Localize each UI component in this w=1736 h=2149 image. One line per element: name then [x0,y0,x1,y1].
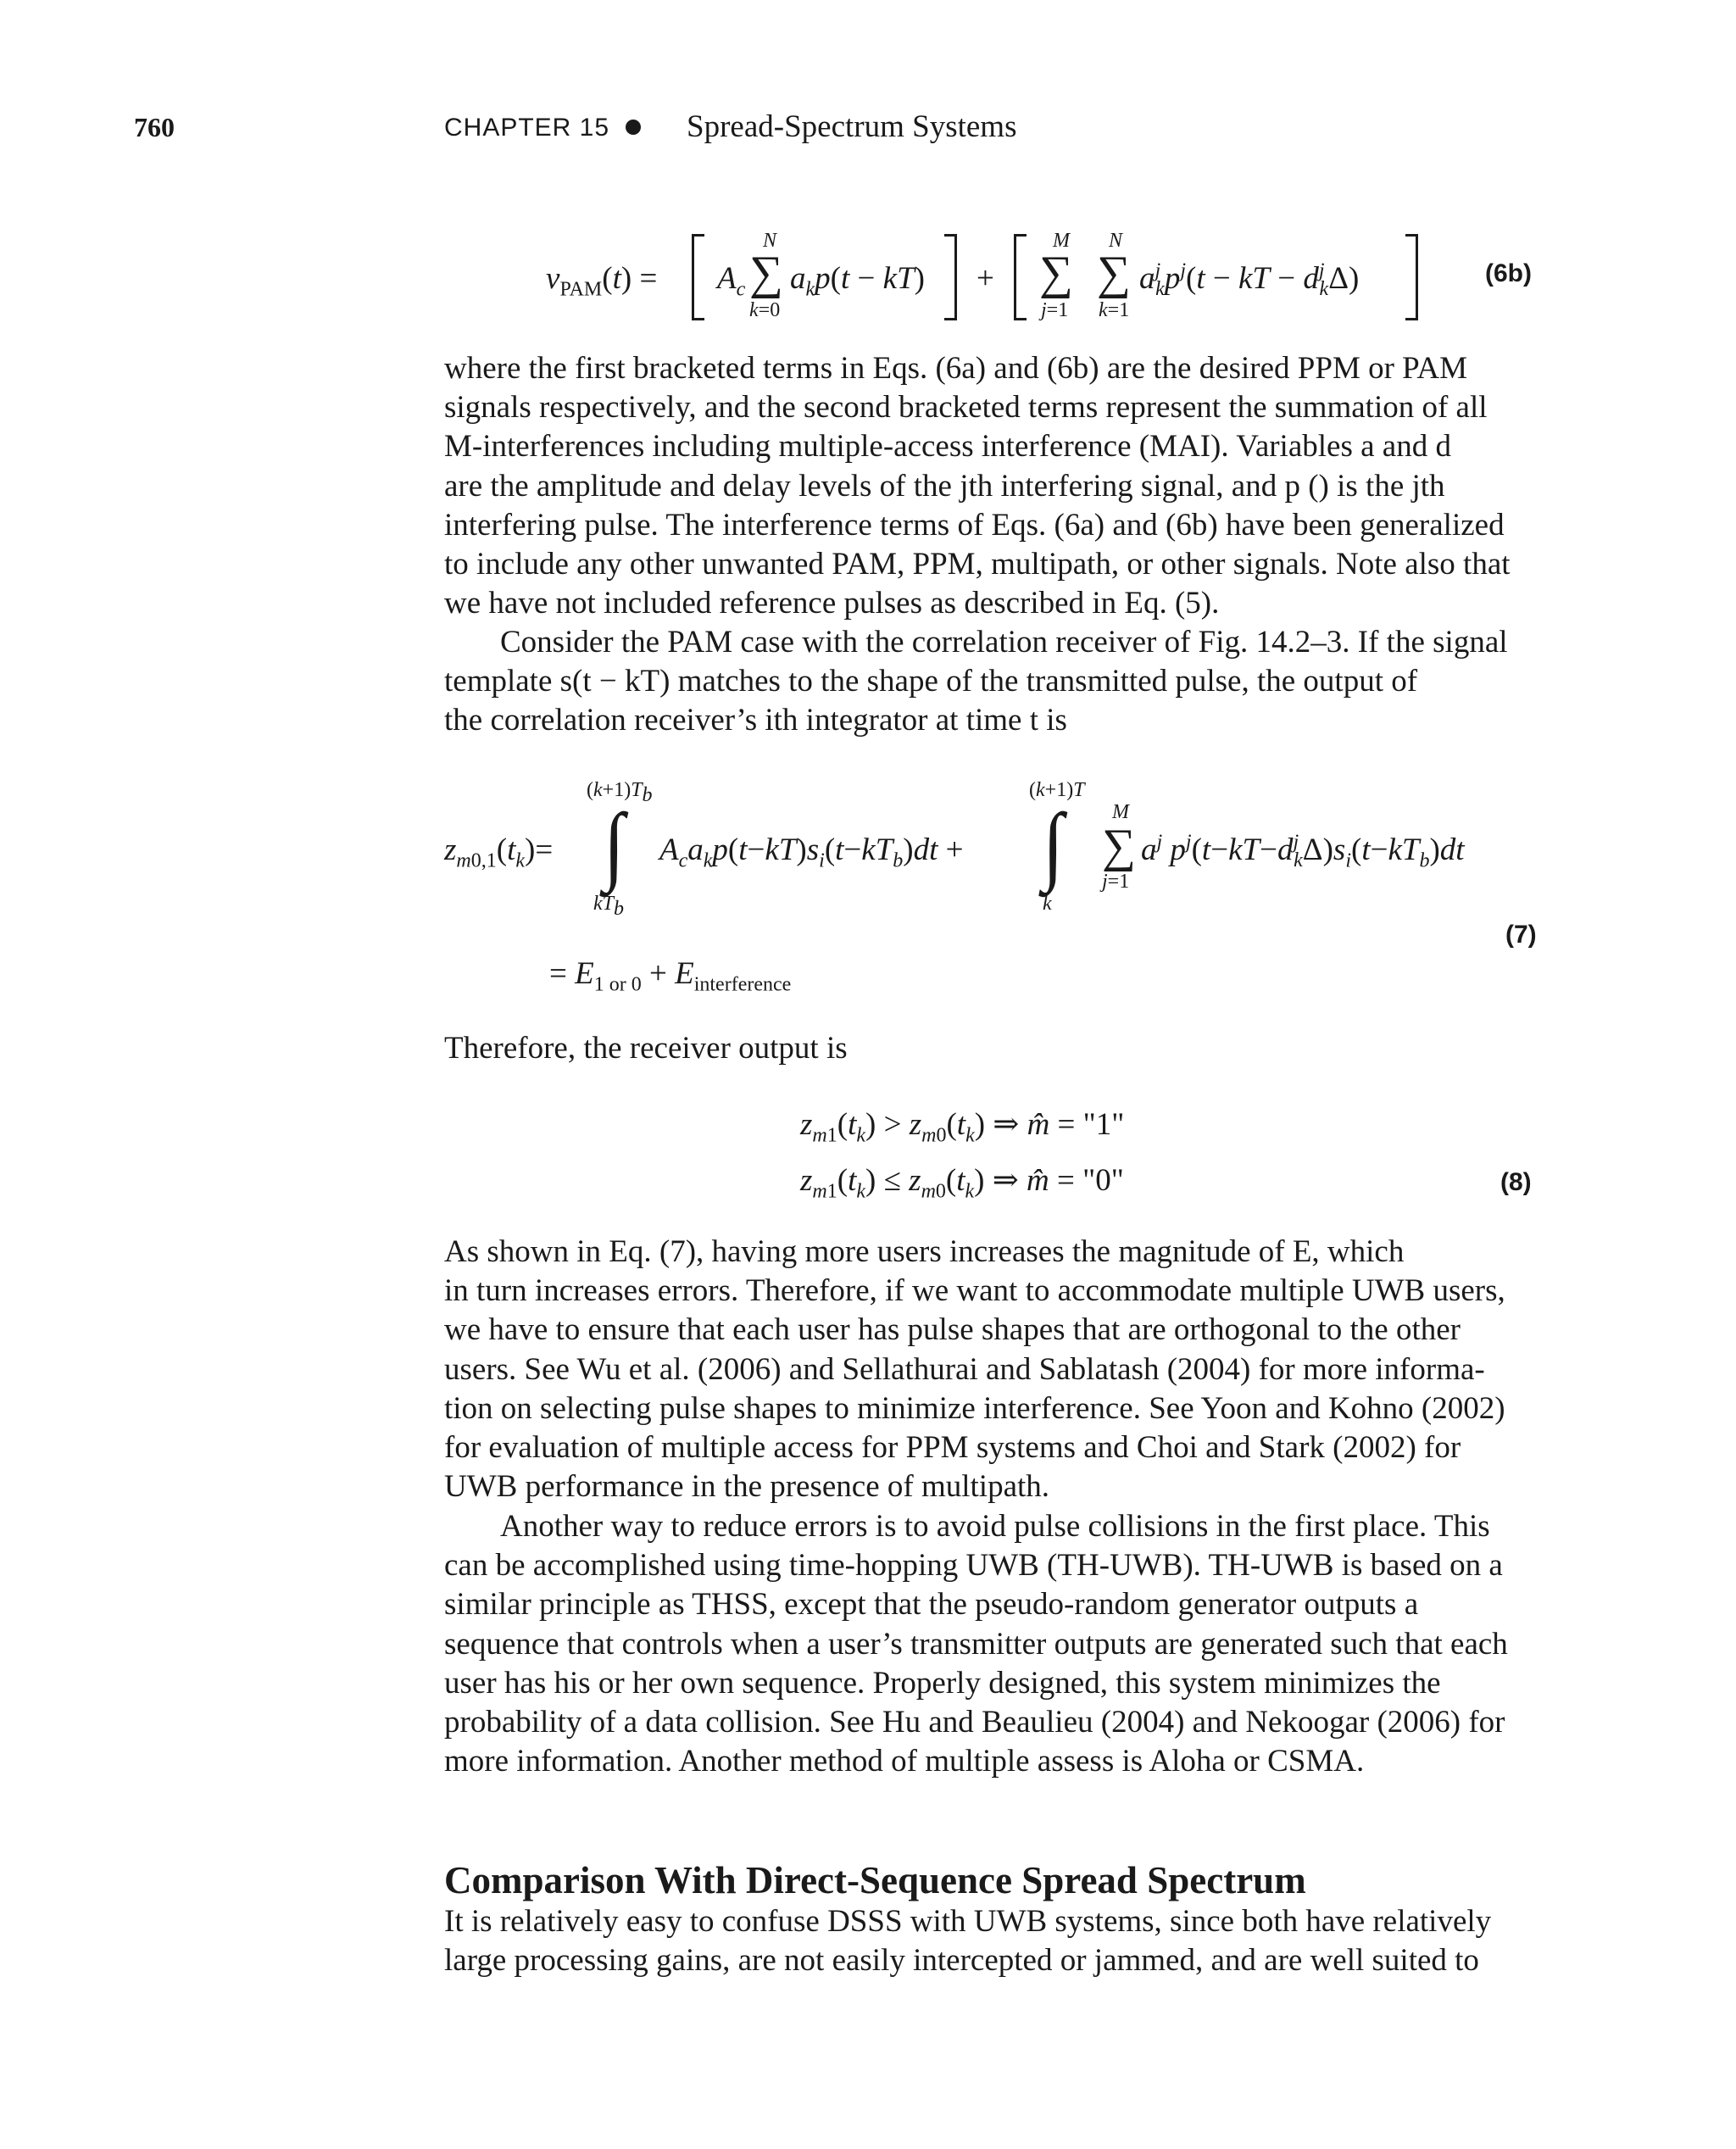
equation-7: $z_{m0,1}(t_k)=$ $(k+1)T_b$ ∫ $kT_b$ $A_ca_kp(t-kT)s_i(t-kT_b)dt$ + (k+1)T ∫ k M ∑ j=1 $a^j$ $p^j(t-kT-d^j_k\Delta)s_i(t-kT_b)dt$ = $E_{1 or 0} + E_{interference}$ [444,779,1465,996]
paragraph-2 [444,623,1538,741]
chapter-label: CHAPTER 15 [444,114,610,142]
text-line: M-interferences including multiple-access interference (MAI). Variables a and d [444,429,1451,465]
eq8-value-2: = "0" [1056,1163,1124,1198]
section-heading: Comparison With Direct-Sequence Spread Spectrum [444,1859,1306,1901]
text-line: Consider the PAM case with the correlation receiver of Fig. 14.2–3. If the signal [500,625,1508,660]
text-line: Another way to reduce errors is to avoid pulse collisions in the first place. This [500,1509,1490,1544]
equation-8: $z_{m1}(t_k) > z_{m0}(t_k)$ ⇒ m̂ = "1" $z_{m1}(t_k) \le z_{m0}(t_k)$ ⇒ m̂ = "0" [800,1107,1125,1203]
paragraph-3: Therefore, the receiver output is [444,1031,848,1066]
text-line: in turn increases errors. Therefore, if we want to accommodate multiple UWB users, [444,1273,1505,1309]
text-line: interfering pulse. The interference terms of Eqs. (6a) and (6b) have been generalized [444,507,1505,543]
text-line: are the amplitude and delay levels of the jth interfering signal, and p () is the jth [444,468,1445,504]
text-line: tion on selecting pulse shapes to minimize interference. See Yoon and Kohno (2002) [444,1390,1505,1426]
header-bullet [626,120,641,135]
text-line: template s(t − kT) matches to the shape of the transmitted pulse, the output of [444,664,1418,699]
text-line: the correlation receiver’s ith integrator at time t is [444,703,1067,738]
text-line: UWB performance in the presence of multipath. [444,1469,1050,1505]
section-paragraph [444,1902,1538,1980]
text-line: sequence that controls when a user’s transmitter outputs are generated such that each [444,1626,1508,1662]
text-line: It is relatively easy to confuse DSSS with UWB systems, since both have relatively [444,1904,1492,1939]
page-number: 760 [134,112,175,142]
text-line: where the first bracketed terms in Eqs. (6a) and (6b) are the desired PPM or PAM [444,351,1467,386]
equation-number-6b: (6b) [1485,259,1532,287]
text-line: more information. Another method of multiple assess is Aloha or CSMA. [444,1744,1365,1779]
text-line: similar principle as THSS, except that the pseudo-random generator outputs a [444,1587,1419,1623]
text-line: user has his or her own sequence. Properly designed, this system minimizes the [444,1665,1441,1701]
text-line: for evaluation of multiple access for PPM systems and Choi and Stark (2002) for [444,1430,1461,1466]
text-line: can be accomplished using time-hopping UWB (TH-UWB). TH-UWB is based on a [444,1548,1503,1584]
equation-number-8: (8) [1500,1168,1532,1196]
eq8-value-1: = "1" [1057,1107,1125,1142]
equation-number-7: (7) [1505,921,1537,949]
text-line: probability of a data collision. See Hu and Beaulieu (2004) and Nekoogar (2006) for [444,1705,1505,1740]
text-line: signals respectively, and the second bracketed terms represent the summation of all [444,390,1488,426]
paragraph-5 [444,1507,1538,1781]
text-line: large processing gains, are not easily intercepted or jammed, and are well suited to [444,1943,1479,1979]
paragraph-4 [444,1233,1538,1506]
text-line: As shown in Eq. (7), having more users increases the magnitude of E, which [444,1234,1405,1269]
paragraph-1 [444,349,1538,623]
text-line: we have to ensure that each user has pulse shapes that are orthogonal to the other [444,1312,1461,1348]
text-line: users. See Wu et al. (2006) and Sellathurai and Sablatash (2004) for more informa- [444,1351,1485,1387]
text-line: we have not included reference pulses as described in Eq. (5). [444,586,1220,621]
running-title: Spread-Spectrum Systems [687,109,1017,144]
text-line: to include any other unwanted PAM, PPM, multipath, or other signals. Note also that [444,547,1511,582]
